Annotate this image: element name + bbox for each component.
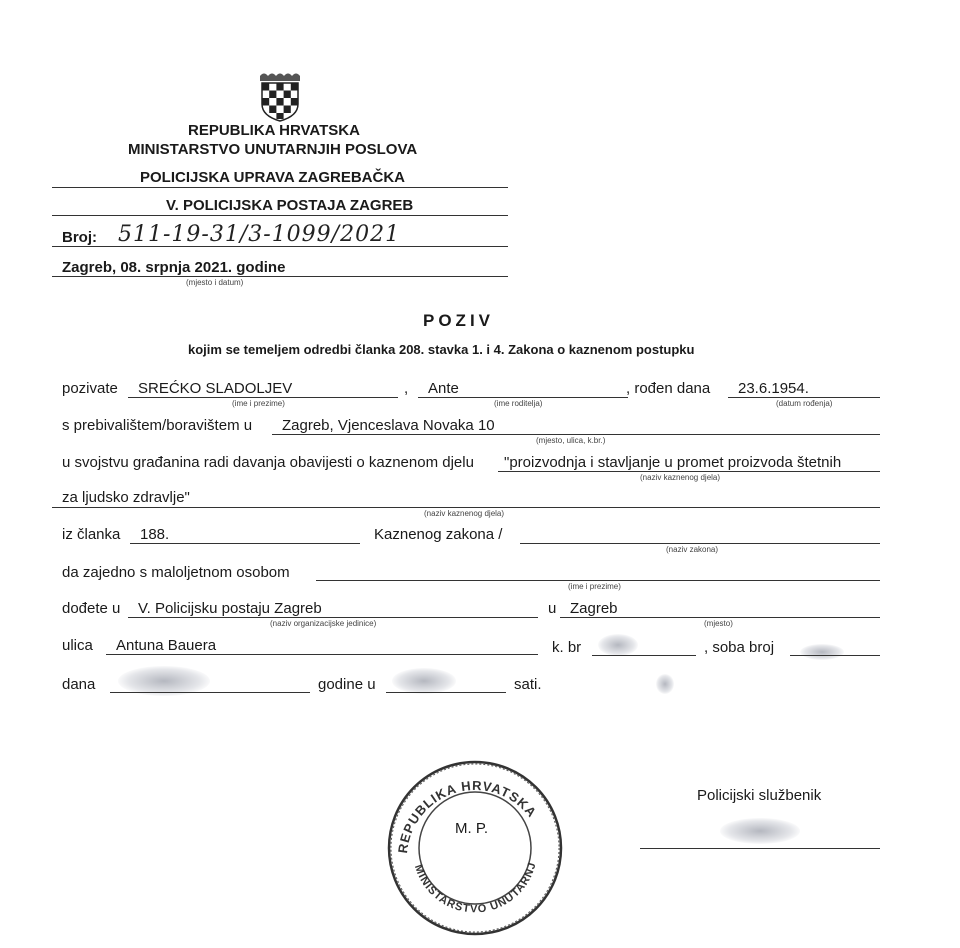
city-line bbox=[560, 617, 880, 618]
redacted-house-number bbox=[598, 634, 638, 656]
day-line bbox=[110, 692, 310, 693]
header-divider bbox=[52, 215, 508, 216]
hours-label: sati. bbox=[514, 676, 542, 693]
redacted-mark bbox=[656, 674, 674, 694]
residence-line bbox=[272, 434, 880, 435]
police-administration: POLICIJSKA UPRAVA ZAGREBAČKA bbox=[140, 169, 406, 186]
svg-text:REPUBLIKA HRVATSKA bbox=[395, 778, 540, 854]
name-value: SREĆKO SLADOLJEV bbox=[138, 380, 293, 397]
mp-label: M. P. bbox=[455, 820, 489, 837]
offence-caption-1: (naziv kaznenog djela) bbox=[640, 473, 721, 482]
article-line bbox=[130, 543, 360, 544]
born-value: 23.6.1954. bbox=[738, 380, 809, 397]
born-caption: (datum rođenja) bbox=[776, 399, 833, 408]
police-station: V. POLICIJSKA POSTAJA ZAGREB bbox=[166, 197, 414, 214]
place-date-line bbox=[52, 276, 508, 277]
room-line bbox=[790, 655, 880, 656]
residence-value: Zagreb, Vjenceslava Novaka 10 bbox=[282, 417, 495, 434]
house-line bbox=[592, 655, 696, 656]
article-value: 188. bbox=[140, 526, 170, 543]
minor-label: da zajedno s maloljetnom osobom bbox=[62, 564, 290, 581]
street-label: ulica bbox=[62, 637, 93, 654]
article-label: iz članka bbox=[62, 526, 121, 543]
law-caption: (naziv zakona) bbox=[666, 545, 719, 554]
city-caption: (mjesto) bbox=[704, 619, 733, 628]
come-label: dođete u bbox=[62, 600, 121, 617]
coat-of-arms-icon bbox=[258, 70, 302, 122]
unit-line bbox=[128, 617, 538, 618]
document-subtitle: kojim se temeljem odredbi članka 208. stavka 1. i 4. Zakona o kaznenom postupku bbox=[188, 342, 695, 357]
minor-caption: (ime i prezime) bbox=[568, 582, 621, 591]
law-label: Kaznenog zakona / bbox=[374, 526, 503, 543]
year-label: godine u bbox=[318, 676, 376, 693]
in-label: u bbox=[548, 600, 557, 617]
parent-line bbox=[418, 397, 628, 398]
number-value: 511-19-31/3-1099/2021 bbox=[118, 222, 401, 247]
summon-label: pozivate bbox=[62, 380, 118, 397]
stamp-top-text: REPUBLIKA HRVATSKA bbox=[395, 777, 540, 855]
republic-title: REPUBLIKA HRVATSKA bbox=[188, 122, 360, 139]
offence-line-1 bbox=[498, 471, 880, 472]
official-stamp bbox=[385, 758, 565, 938]
street-value: Antuna Bauera bbox=[116, 637, 217, 654]
name-caption: (ime i prezime) bbox=[232, 399, 285, 408]
document-title: POZIV bbox=[423, 311, 495, 330]
hour-line bbox=[386, 692, 506, 693]
capacity-label: u svojstvu građanina radi davanja obavijesti o kaznenom djelu bbox=[62, 454, 474, 471]
signature-line bbox=[640, 848, 880, 849]
redacted-hour bbox=[392, 668, 456, 694]
header-divider bbox=[52, 187, 508, 188]
parent-caption: (ime roditelja) bbox=[494, 399, 543, 408]
law-line bbox=[520, 543, 880, 544]
name-line bbox=[128, 397, 398, 398]
number-line bbox=[52, 246, 508, 247]
unit-value: V. Policijsku postaju Zagreb bbox=[138, 600, 322, 617]
ministry-title: MINISTARSTVO UNUTARNJIH POSLOVA bbox=[128, 141, 418, 158]
officer-label: Policijski službenik bbox=[697, 787, 822, 804]
day-label: dana bbox=[62, 676, 96, 693]
room-label: , soba broj bbox=[704, 639, 775, 656]
offence-line-2 bbox=[52, 507, 880, 508]
born-line bbox=[728, 397, 880, 398]
place-date-caption: (mjesto i datum) bbox=[186, 278, 244, 287]
minor-line bbox=[316, 580, 880, 581]
street-line bbox=[106, 654, 538, 655]
number-label: Broj: bbox=[62, 229, 97, 246]
city-value: Zagreb bbox=[570, 600, 618, 617]
born-label: , rođen dana bbox=[626, 380, 711, 397]
place-date: Zagreb, 08. srpnja 2021. godine bbox=[62, 259, 286, 276]
stamp-bottom-text: MINISTARSTVO UNUTARNJ bbox=[411, 860, 539, 916]
offence-value-2: za ljudsko zdravlje" bbox=[62, 489, 190, 506]
comma: , bbox=[404, 380, 409, 397]
parent-value: Ante bbox=[428, 380, 459, 397]
residence-label: s prebivalištem/boravištem u bbox=[62, 417, 253, 434]
redacted-signature bbox=[720, 818, 800, 844]
offence-caption-2: (naziv kaznenog djela) bbox=[424, 509, 505, 518]
residence-caption: (mjesto, ulica, k.br.) bbox=[536, 436, 606, 445]
unit-caption: (naziv organizacijske jedinice) bbox=[270, 619, 377, 628]
redacted-room-number bbox=[800, 644, 844, 660]
offence-value-1: "proizvodnja i stavljanje u promet proizvoda štetnih bbox=[504, 454, 842, 471]
house-label: k. br bbox=[552, 639, 582, 656]
